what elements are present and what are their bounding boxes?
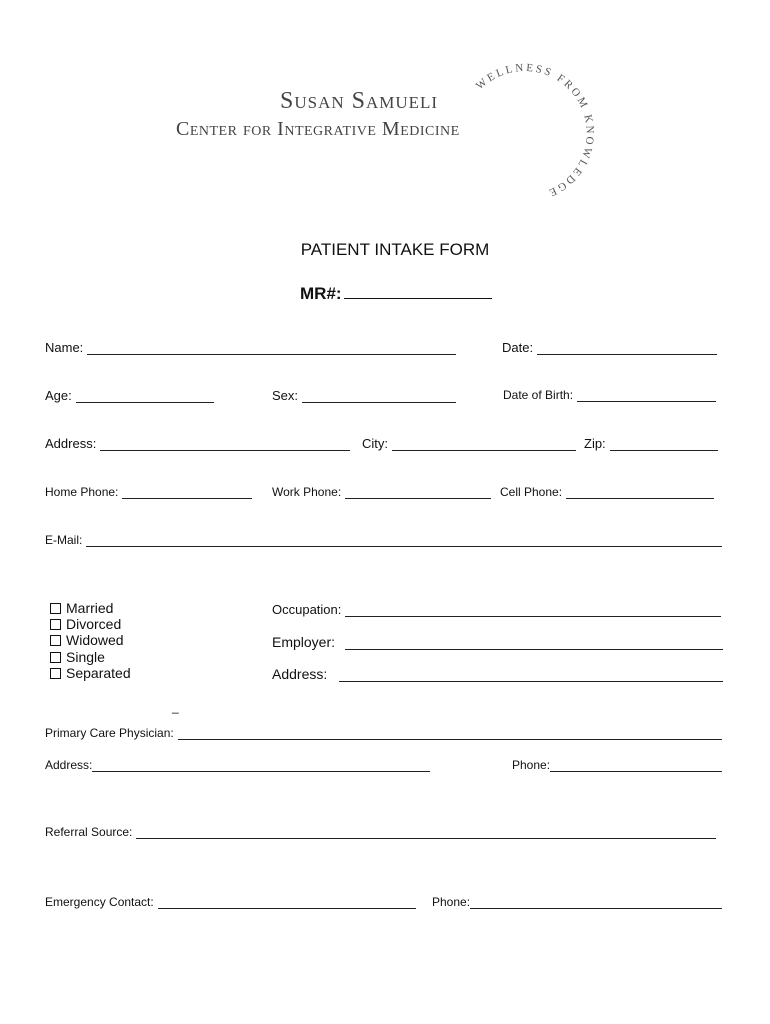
pcp-label: Primary Care Physician:	[45, 726, 174, 740]
pcp-address-field[interactable]	[45, 758, 430, 772]
age-field[interactable]	[45, 388, 214, 403]
pcp-phone-field[interactable]	[512, 758, 722, 772]
city-line[interactable]	[392, 438, 576, 451]
employer-label: Employer:	[272, 634, 336, 650]
marital-option-single[interactable]	[50, 649, 105, 665]
marital-option-married[interactable]	[50, 600, 113, 616]
marital-label: Separated	[66, 665, 131, 681]
marital-label: Single	[66, 649, 105, 665]
pcp-address-label: Address:	[45, 758, 93, 772]
cell-phone-field[interactable]	[500, 485, 714, 499]
dob-line[interactable]	[577, 389, 716, 402]
work-phone-label: Work Phone:	[272, 485, 342, 499]
dob-label: Date of Birth:	[503, 388, 574, 402]
age-line[interactable]	[76, 390, 214, 403]
marital-option-separated[interactable]	[50, 665, 131, 681]
pcp-phone-label: Phone:	[512, 758, 551, 772]
employer-address-label: Address:	[272, 666, 328, 682]
work-phone-line[interactable]	[345, 486, 491, 499]
pcp-phone-line[interactable]	[550, 759, 722, 772]
cell-phone-label: Cell Phone:	[500, 485, 563, 499]
pcp-field[interactable]	[45, 726, 722, 740]
home-phone-label: Home Phone:	[45, 485, 119, 499]
logo-tagline-arc	[470, 60, 610, 200]
emergency-phone-label: Phone:	[432, 895, 471, 909]
occupation-field[interactable]	[272, 602, 721, 617]
checkbox-icon[interactable]	[50, 635, 61, 646]
checkbox-icon[interactable]	[50, 668, 61, 679]
mr-number	[300, 283, 492, 304]
city-label: City:	[362, 436, 388, 451]
sex-line[interactable]	[302, 390, 456, 403]
date-label: Date:	[502, 340, 534, 355]
age-label: Age:	[45, 388, 72, 403]
occupation-line[interactable]	[345, 604, 721, 617]
referral-label: Referral Source:	[45, 825, 133, 839]
marital-label: Divorced	[66, 616, 122, 632]
cell-phone-line[interactable]	[566, 486, 714, 499]
address-label: Address:	[45, 436, 97, 451]
emergency-contact-line[interactable]	[158, 896, 416, 909]
occupation-label: Occupation:	[272, 602, 342, 617]
marital-option-widowed[interactable]	[50, 632, 124, 648]
home-phone-field[interactable]	[45, 485, 252, 499]
marital-label: Married	[66, 600, 114, 616]
name-line[interactable]	[87, 342, 456, 355]
email-field[interactable]	[45, 533, 722, 547]
sex-field[interactable]	[272, 388, 456, 403]
name-label: Name:	[45, 340, 84, 355]
marital-label: Widowed	[66, 632, 124, 648]
marital-option-divorced[interactable]	[50, 616, 121, 632]
checkbox-icon[interactable]	[50, 603, 61, 614]
zip-field[interactable]	[584, 436, 718, 451]
home-phone-line[interactable]	[122, 486, 252, 499]
city-field[interactable]	[362, 436, 576, 451]
pcp-address-line[interactable]	[92, 759, 430, 772]
referral-line[interactable]	[136, 826, 716, 839]
date-field[interactable]	[502, 340, 717, 355]
emergency-phone-field[interactable]	[432, 895, 722, 909]
employer-line[interactable]	[345, 637, 723, 650]
svg-text:WELLNESS FROM KNOWLEDGE	[474, 62, 596, 200]
email-line[interactable]	[86, 534, 722, 547]
pcp-line[interactable]	[178, 727, 722, 740]
logo-tagline: WELLNESS FROM KNOWLEDGE	[473, 61, 596, 200]
employer-field[interactable]	[272, 634, 723, 650]
checkbox-icon[interactable]	[50, 652, 61, 663]
emergency-contact-label: Emergency Contact:	[45, 895, 154, 909]
mr-input-line[interactable]	[344, 283, 492, 299]
stray-dash: _	[172, 700, 179, 714]
mr-label: MR#:	[300, 284, 342, 303]
logo-line2: Center for Integrative Medicine	[176, 118, 460, 140]
date-line[interactable]	[537, 342, 717, 355]
employer-address-field[interactable]	[272, 666, 723, 682]
email-label: E-Mail:	[45, 533, 83, 547]
address-field[interactable]	[45, 436, 350, 451]
work-phone-field[interactable]	[272, 485, 491, 499]
zip-line[interactable]	[610, 438, 718, 451]
checkbox-icon[interactable]	[50, 619, 61, 630]
name-field[interactable]	[45, 340, 456, 355]
address-line[interactable]	[100, 438, 350, 451]
logo-line1: Susan Samueli	[280, 88, 439, 114]
emergency-contact-field[interactable]	[45, 895, 416, 909]
dob-field[interactable]	[503, 388, 716, 402]
sex-label: Sex:	[272, 388, 299, 403]
emergency-phone-line[interactable]	[470, 896, 722, 909]
zip-label: Zip:	[584, 436, 606, 451]
form-title: PATIENT INTAKE FORM	[300, 240, 490, 259]
employer-address-line[interactable]	[339, 669, 723, 682]
referral-field[interactable]	[45, 825, 716, 839]
